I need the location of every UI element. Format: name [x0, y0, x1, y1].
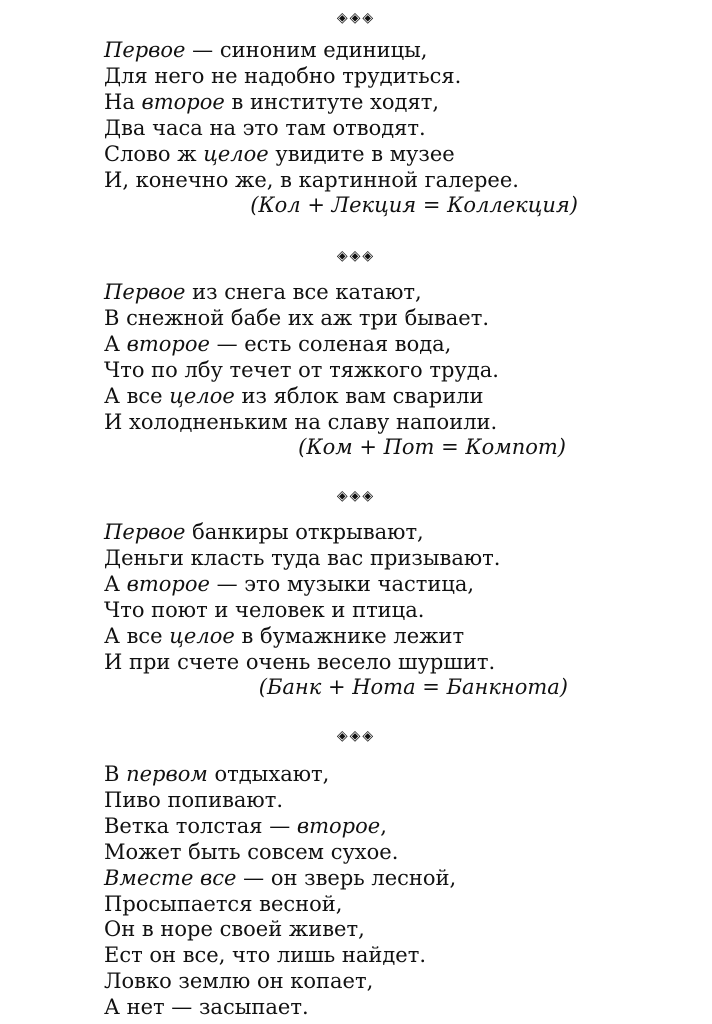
riddle-answer: (Кол + Лекция = Коллекция) [250, 193, 578, 218]
separator-ornament: ◈◈◈ [336, 10, 376, 26]
riddle-answer: (Ком + Пот = Компот) [298, 435, 566, 460]
poem-line: Что по лбу течет от тяжкого труда. [104, 357, 499, 382]
poem-line: А второе — это музыки частица, [104, 571, 475, 596]
riddle-3 [104, 520, 624, 700]
poem-line: Он в норе своей живет, [104, 917, 365, 942]
riddle-1 [104, 38, 624, 218]
poem-line: Первое из снега все катают, [104, 280, 422, 304]
poem-line: Пиво попивают. [104, 787, 284, 812]
poem-line: А нет — засыпает. [104, 995, 309, 1020]
poem-line: И, конечно же, в картинной галерее. [104, 167, 519, 192]
poem-line: Первое — синоним единицы, [104, 38, 428, 62]
poem-line: На второе в институте ходят, [104, 89, 440, 114]
riddle-2 [104, 280, 624, 460]
poem-line: И холодненьким на славу напоили. [104, 409, 498, 434]
poem-line: В первом отдыхают, [104, 762, 330, 786]
riddle-4 [104, 762, 624, 1021]
poem-line: Ветка толстая — второе, [104, 813, 387, 838]
poem-line: Для него не надобно трудиться. [104, 63, 462, 88]
separator-ornament: ◈◈◈ [336, 248, 376, 264]
poem-line: Вместе все — он зверь лесной, [104, 865, 457, 890]
poem-line: И при счете очень весело шуршит. [104, 649, 496, 674]
poem-line: А все целое из яблок вам сварили [104, 383, 484, 408]
poem-line: Деньги класть туда вас призывают. [104, 545, 501, 570]
poem-line: А второе — есть соленая вода, [104, 331, 452, 356]
poem-line: Первое банкиры открывают, [104, 520, 424, 544]
poem-line: А все целое в бумажнике лежит [104, 623, 465, 648]
poem-line: Что поют и человек и птица. [104, 597, 425, 622]
poem-line: Два часа на это там отводят. [104, 115, 426, 140]
poem-line: Ловко землю он копает, [104, 969, 374, 994]
separator-ornament: ◈◈◈ [336, 728, 376, 744]
poem-line: Слово ж целое увидите в музее [104, 141, 455, 166]
poem-line: Просыпается весной, [104, 891, 343, 916]
poem-line: В снежной бабе их аж три бывает. [104, 305, 490, 330]
poem-line: Может быть совсем сухое. [104, 839, 399, 864]
poem-line: Ест он все, что лишь найдет. [104, 943, 427, 968]
riddle-answer: (Банк + Нота = Банкнота) [258, 675, 568, 700]
separator-ornament: ◈◈◈ [336, 488, 376, 504]
